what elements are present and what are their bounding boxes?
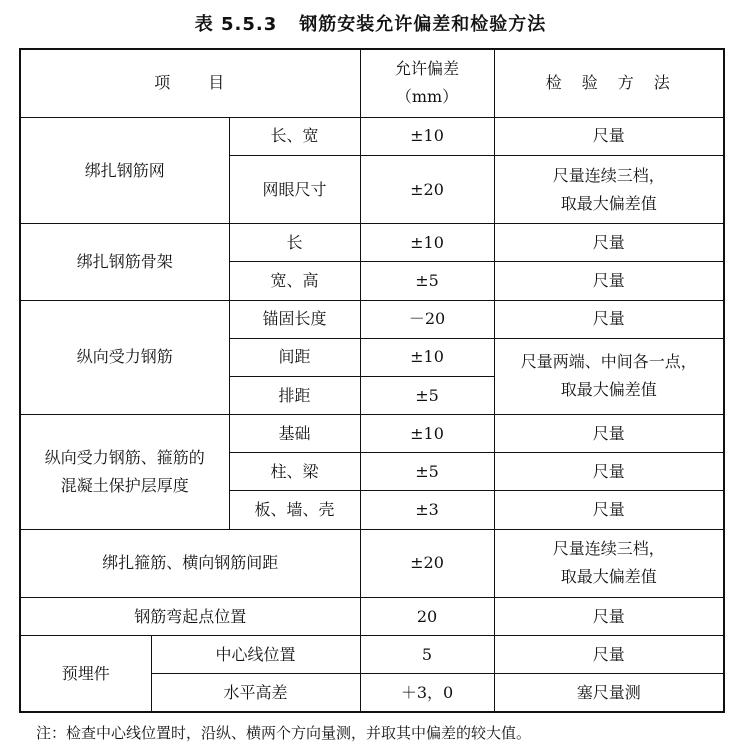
row-deviation: ±10: [360, 338, 494, 376]
row-deviation: －20: [360, 300, 494, 338]
row-method: 尺量: [494, 117, 724, 155]
row-item: 排距: [229, 376, 360, 414]
row-deviation: 5: [360, 636, 494, 674]
header-deviation-line1: 允许偏差: [394, 59, 459, 79]
row-method: 尺量: [494, 636, 724, 674]
row-method-line2: 取最大偏差值: [560, 380, 657, 400]
row-method-line1: 尺量连续三档，: [552, 165, 665, 185]
row-deviation: 20: [360, 597, 494, 635]
row-method: 塞尺量测: [494, 674, 724, 712]
header-row: [20, 49, 724, 117]
row-item: 板、墙、壳: [229, 491, 360, 529]
row-item: 锚固长度: [229, 300, 360, 338]
row-item: 基础: [229, 415, 360, 453]
row-method: 尺量: [494, 224, 724, 262]
row-item: 柱、梁: [229, 453, 360, 491]
row-method-line1: 尺量连续三档，: [552, 539, 665, 559]
row-deviation: ±20: [360, 155, 494, 223]
row-deviation: ±3: [360, 491, 494, 529]
group-cover-name-line2: 混凝土保护层厚度: [60, 475, 189, 495]
header-deviation: [360, 49, 494, 117]
table-row: [20, 636, 724, 674]
table-title: [0, 10, 741, 36]
table-row: [20, 300, 724, 338]
group-bend-name: 钢筋弯起点位置: [20, 597, 360, 635]
row-method: 尺量: [494, 415, 724, 453]
group-mesh-name: 绑扎钢筋网: [20, 117, 229, 223]
row-item: 网眼尺寸: [229, 155, 360, 223]
row-item: 长: [229, 224, 360, 262]
row-method: 尺量: [494, 262, 724, 300]
row-method: 尺量: [494, 453, 724, 491]
row-deviation: ±20: [360, 529, 494, 597]
row-method: 尺量: [494, 597, 724, 635]
table-row: [20, 224, 724, 262]
group-stirrup-name: 绑扎箍筋、横向钢筋间距: [20, 529, 360, 597]
table-note: 注：检查中心线位置时，沿纵、横两个方向量测，并取其中偏差的较大值。: [36, 724, 532, 742]
row-item: 水平高差: [151, 674, 360, 712]
group-cage-name: 绑扎钢筋骨架: [20, 224, 229, 300]
row-deviation: ±10: [360, 224, 494, 262]
row-item: 间距: [229, 338, 360, 376]
row-item: 长、宽: [229, 117, 360, 155]
header-item: 项 目: [20, 49, 360, 117]
header-method: 检 验 方 法: [494, 49, 724, 117]
table-row: [20, 597, 724, 635]
row-method-shared: [494, 338, 724, 414]
row-method: [494, 155, 724, 223]
row-deviation: ＋3，0: [360, 674, 494, 712]
row-method: 尺量: [494, 491, 724, 529]
group-longitudinal-name: 纵向受力钢筋: [20, 300, 229, 415]
row-item: 中心线位置: [151, 636, 360, 674]
group-embedded-name: 预埋件: [20, 636, 151, 712]
row-deviation: ±5: [360, 453, 494, 491]
table-row: [20, 415, 724, 453]
row-method: [494, 529, 724, 597]
header-deviation-line2: （mm）: [395, 87, 459, 107]
row-method: 尺量: [494, 300, 724, 338]
row-method-line2: 取最大偏差值: [560, 193, 657, 213]
tolerance-table: [19, 48, 725, 713]
row-method-line2: 取最大偏差值: [560, 567, 657, 587]
row-deviation: ±5: [360, 376, 494, 414]
table-row: [20, 529, 724, 597]
row-deviation: ±10: [360, 415, 494, 453]
group-cover-name: [20, 415, 229, 530]
table-title-text: 钢筋安装允许偏差和检验方法: [299, 14, 547, 35]
table-row: [20, 117, 724, 155]
group-cover-name-line1: 纵向受力钢筋、箍筋的: [44, 447, 205, 467]
row-item: 宽、高: [229, 262, 360, 300]
table-number: 表 5.5.3: [194, 14, 278, 35]
row-deviation: ±10: [360, 117, 494, 155]
row-deviation: ±5: [360, 262, 494, 300]
row-method-line1: 尺量两端、中间各一点，: [520, 352, 697, 372]
